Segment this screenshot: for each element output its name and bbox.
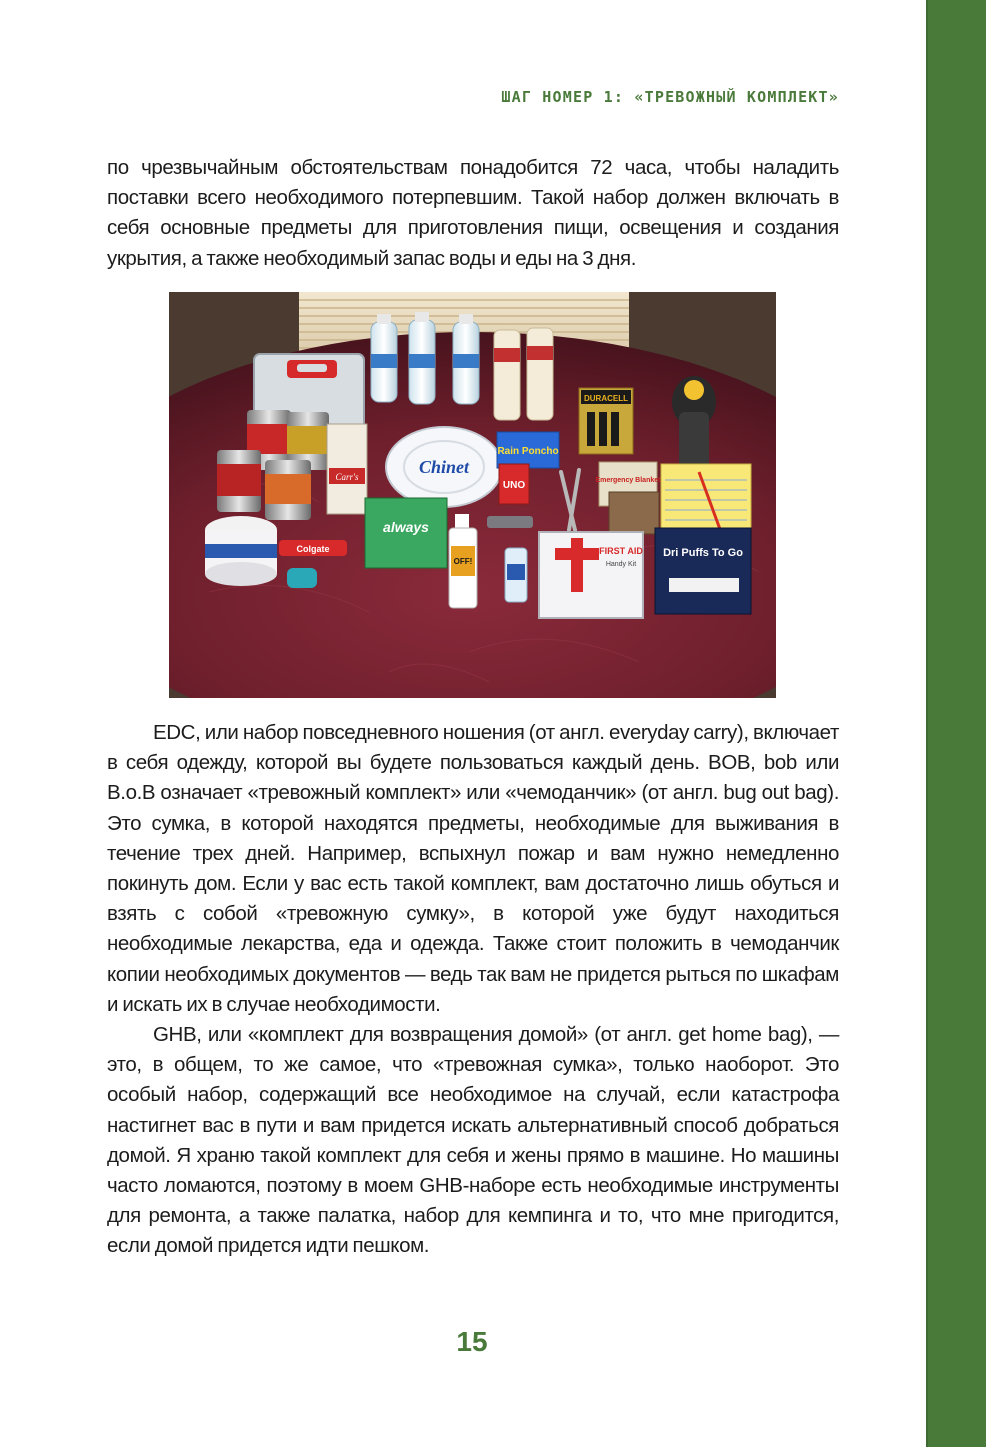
body-text (107, 718, 839, 1262)
first-aid-label: FIRST AID (599, 546, 643, 556)
rain-poncho-pack (497, 432, 559, 468)
batteries-pack (579, 388, 633, 454)
crackers-box (327, 424, 367, 514)
poncho-label: Rain Poncho (497, 446, 559, 457)
blanket-label: Emergency Blanket (595, 477, 661, 484)
brown-packet (609, 492, 659, 534)
page-number: 15 (456, 1326, 488, 1357)
toothpaste-label: Colgate (296, 544, 330, 554)
green-side-bar (922, 0, 986, 1447)
cards-label: UNO (502, 480, 526, 491)
deodorant (287, 568, 317, 588)
paragraph-ghb: GHB, или «комплект для возвращения домой» (от англ. get home bag), — это, в общем, то же самое, что «тревожная сумка», только наоборот. Это особый набор, содержащий все необходимое на случай, если катастрофа настигнет вас в пути и вам придется искать альтернативный способ добраться домой. Я храню такой комплект для себя и жены прямо в машине. Но машины часто ломаются, поэтому в моем GHB-наборе есть необходимые инструменты для ремонта, а также палатка, набор для кемпинга и то, что мне пригодится, если домой придется идти пешком. (107, 1023, 839, 1258)
diapers-label: always (383, 519, 429, 535)
toothpaste (279, 540, 347, 556)
paragraph-edc-bob: EDC, или набор повседневного ношения (от англ. everyday carry), включает в себя одежду, которой вы будете пользоваться каждый день. BOB, bob или B.o.B означает «тревожный комплект» или «чемоданчик» (от англ. bug out bag). Это сумка, в которой находятся предметы, необходимые для выживания в течение трех дней. Например, вспыхнул пожар и вам нужно немедленно покинуть дом. Если у вас есть такой комплект, вам достаточно лишь обуться и взять с собой «тревожную сумку», в которой уже будут находиться необходимые лекарства, еда и одежда. Также стоит положить в чемоданчик копии необходимых документов — ведь так вам не придется рыться по шкафам и искать их в случае необходимости. (107, 721, 839, 1016)
food-tub (205, 516, 277, 586)
water-bottles (371, 312, 479, 404)
first-aid-kit (539, 532, 643, 618)
baby-wipes-package (655, 528, 751, 614)
crackers-label: Carr's (335, 472, 359, 482)
batteries-label: DURACELL (584, 394, 628, 403)
diapers-package (365, 498, 447, 568)
first-aid-sub-label: Handy Kit (605, 561, 637, 568)
intro-paragraph: по чрезвычайным обстоятельствам понадобится 72 часа, чтобы наладить поставки всего необходимого потерпевшим. Такой набор должен включать в себя основные предметы для приготовления пищи, освещения и создания укрытия, а также необходимый запас воды и еды на 3 дня. (107, 156, 839, 270)
intro-text (107, 153, 839, 274)
stapler (487, 516, 533, 528)
hand-sanitizer (505, 548, 527, 602)
running-title: ШАГ НОМЕР 1: «ТРЕВОЖНЫЙ КОМПЛЕКТ» (501, 88, 839, 106)
plates-label: Chinet (418, 457, 470, 477)
insect-repellent (449, 514, 477, 608)
emergency-kit-illustration (169, 292, 776, 698)
playing-cards (499, 464, 529, 504)
wipes-label: Dri Puffs To Go (663, 547, 743, 559)
paper-plates (386, 427, 502, 507)
repellent-label: OFF! (453, 557, 473, 566)
emergency-kit-photo (169, 292, 776, 698)
